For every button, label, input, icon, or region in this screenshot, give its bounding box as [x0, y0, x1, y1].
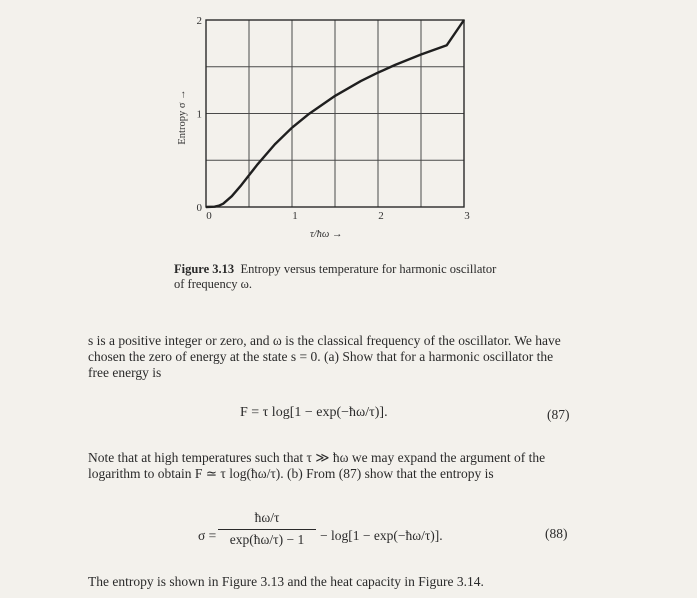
equation-number-88: (88)	[545, 526, 568, 541]
figure-caption	[174, 262, 504, 292]
y-tick-label: 0	[196, 202, 202, 214]
x-tick-label: 2	[378, 210, 384, 222]
y-tick-label: 1	[196, 108, 202, 121]
entropy-chart	[150, 5, 490, 245]
figure-caption-text: Entropy versus temperature for harmonic oscillator of frequency ω.	[174, 262, 497, 291]
fraction-denominator: exp(ħω/τ) − 1	[229, 532, 305, 547]
fraction-numerator: ħω/τ	[218, 510, 316, 530]
equation-87: F = τ log[1 − exp(−ħω/τ)].	[240, 405, 388, 420]
equation-88-rest: − log[1 − exp(−ħω/τ)].	[320, 528, 443, 543]
equation-88-fraction	[218, 510, 316, 548]
x-tick-label: 3	[464, 210, 470, 222]
equation-number-87: (87)	[547, 407, 570, 422]
paragraph-closing: The entropy is shown in Figure 3.13 and the heat capacity in Figure 3.14.	[88, 574, 484, 589]
paragraph-intro: s is a positive integer or zero, and ω is the classical frequency of the oscillator. We have chosen the zero of energy at the state s = 0. (a) Show that for a harmonic oscillator the free energy is	[88, 333, 561, 380]
x-tick-labels	[206, 210, 470, 222]
figure-label: Figure 3.13	[174, 262, 235, 276]
y-tick-label: 2	[196, 15, 202, 27]
x-tick-label: 1	[292, 210, 298, 222]
y-tick-labels	[197, 15, 203, 214]
y-axis-label: Entropy σ →	[177, 89, 188, 145]
equation-88-lhs: σ =	[198, 528, 217, 543]
paragraph-high-temperature: Note that at high temperatures such that τ ≫ ħω we may expand the argument of the logarithm to obtain F ≃ τ log(ħω/τ). (b) From (87) show that the entropy is	[88, 450, 546, 481]
x-tick-label: 0	[206, 210, 212, 222]
x-axis-label: τ/ħω →	[310, 229, 343, 240]
